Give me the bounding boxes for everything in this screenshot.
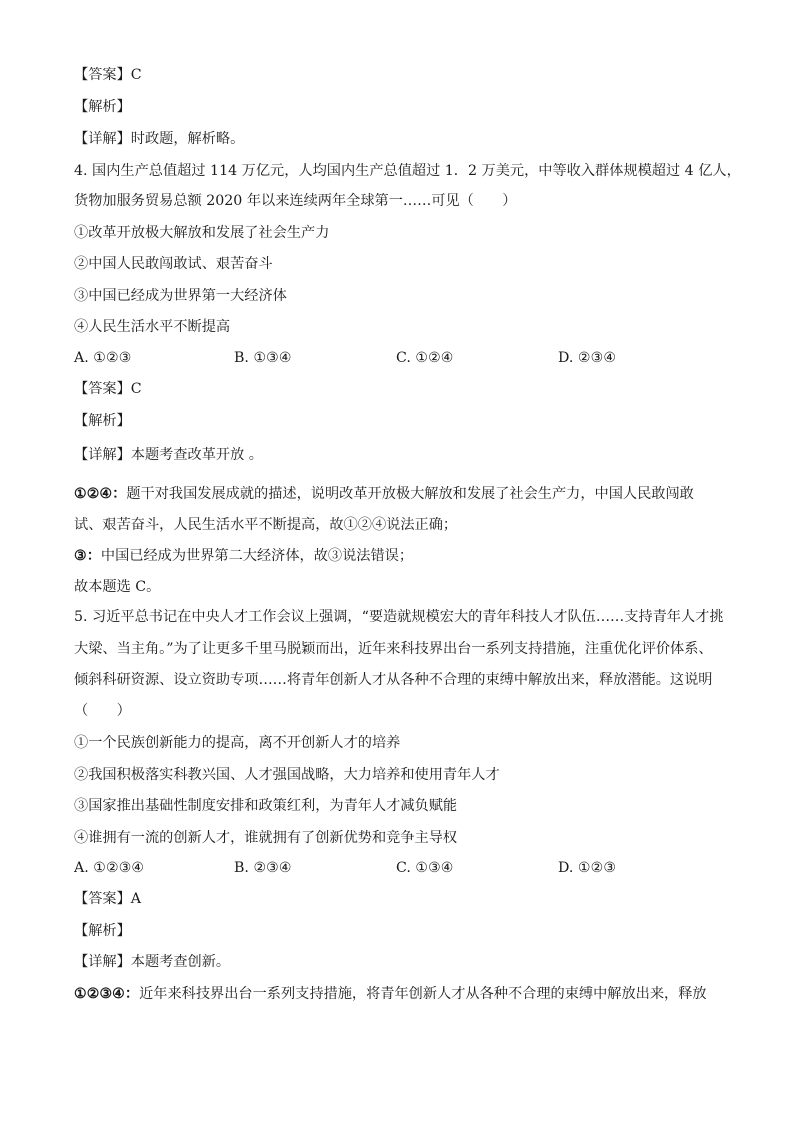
q5-analysis-label: 【解析】 [74, 923, 131, 939]
q5-stem-line-2: 大梁、当主角。”为了让更多千里马脱颖而出，近年来科技界出台一系列支持措施，注重优化评价体系、 [74, 641, 713, 657]
q4-analysis-label: 【解析】 [74, 413, 131, 429]
q4-option-c: C. ①②④ [396, 350, 454, 366]
q5-answer: 【答案】A [74, 891, 141, 907]
q4-option-a: A. ①②③ [74, 350, 132, 366]
q4-item-2: ②中国人民敢闯敢试、艰苦奋斗 [74, 256, 273, 272]
q3-analysis-label: 【解析】 [74, 99, 131, 115]
q4-explanation-2: ③：中国已经成为世界第二大经济体，故③说法错误； [74, 548, 414, 564]
q5-option-d: D. ①②③ [558, 860, 617, 876]
q4-conclusion: 故本题选 C。 [74, 579, 161, 595]
q4-item-1: ①改革开放极大解放和发展了社会生产力 [74, 225, 330, 241]
q5-item-3: ③国家推出基础性制度安排和政策红利，为青年人才减负赋能 [74, 798, 458, 814]
q3-detail: 【详解】时政题，解析略。 [74, 131, 245, 147]
q4-explanation-1-line-1: ①②④：题干对我国发展成就的描述，说明改革开放极大解放和发展了社会生产力，中国人民敢闯敢 [74, 486, 694, 502]
q4-item-3: ③中国已经成为世界第一大经济体 [74, 288, 287, 304]
q4-answer: 【答案】C [74, 381, 142, 397]
q4-explanation-1-line-2: 试、艰苦奋斗，人民生活水平不断提高，故①②④说法正确； [74, 517, 458, 533]
q5-detail: 【详解】本题考查创新。 [74, 954, 231, 970]
q4-stem-line-2: 货物加服务贸易总额 2020 年以来连续两年全球第一……可见（ ） [74, 193, 517, 209]
q4-stem-line-1: 4. 国内生产总值超过 114 万亿元，人均国内生产总值超过 1．2 万美元，中等收入群体规模超过 4 亿人， [74, 163, 741, 179]
q4-option-b: B. ①③④ [234, 350, 292, 366]
q3-answer: 【答案】C [74, 67, 142, 83]
q5-item-1: ①一个民族创新能力的提高，离不开创新人才的培养 [74, 735, 401, 751]
q4-option-d: D. ②③④ [558, 350, 617, 366]
q5-item-4: ④谁拥有一流的创新人才，谁就拥有了创新优势和竞争主导权 [74, 830, 458, 846]
q5-stem-line-3: 倾斜科研资源、设立资助专项……将青年创新人才从各种不合理的束缚中解放出来，释放潜能。这说明 [74, 672, 713, 688]
q5-option-a: A. ①②③④ [74, 860, 145, 876]
q5-option-c: C. ①③④ [396, 860, 454, 876]
q4-detail: 【详解】本题考查改革开放 。 [74, 447, 263, 463]
q5-explanation-1-line-1: ①②③④：近年来科技界出台一系列支持措施，将青年创新人才从各种不合理的束缚中解放出来，释放 [74, 986, 707, 1002]
q4-options [74, 348, 724, 368]
q4-item-4: ④人民生活水平不断提高 [74, 319, 231, 335]
q5-stem-line-4: （ ） [74, 703, 131, 719]
q5-stem-line-1: 5. 习近平总书记在中央人才工作会议上强调，“要造就规模宏大的青年科技人才队伍……支持青年人才挑 [74, 609, 724, 625]
q5-option-b: B. ②③④ [234, 860, 292, 876]
q5-options [74, 858, 724, 878]
q5-item-2: ②我国积极落实科教兴国、人才强国战略，大力培养和使用青年人才 [74, 767, 500, 783]
